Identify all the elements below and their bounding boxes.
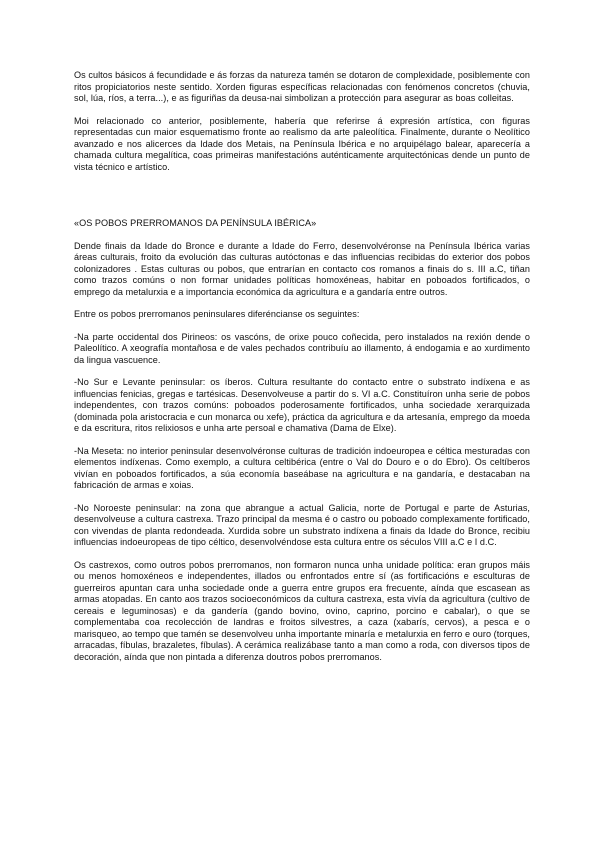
- section-paragraph-castrexos: Os castrexos, como outros pobos prerromanos, non formaron nunca unha unidade política: eran grupos máis ou menos homoxéneos e independentes, illados ou enfrontados entre sí (as fortificacións e esculturas de guerreiros apuntan cara unha sociedade onde a guerra entre grupos era frecuente, aínda que escasean as armas atopadas. En canto aos trazos socioeconómicos da cultura castrexa, esta vivía da agricultura (cultivo de cereais e leguminosas) e da gandería (gando bovino, ovino, caprino, porcino e cabalar), o que se complementaba coa recolección de landras e froitos silvestres, a caza (xabarís, cervos), a pesca e o marisqueo, ao tempo que tamén se desenvolveu unha importante minaría e metalurxia en ferro e ouro (torques, arracadas, fíbulas, brazaletes, fíbulas). A cerámica realizábase tanto a man como a roda, con diversos tipos de decoración, aínda que non pintada a diferenza doutros pobos prerromanos.: [74, 559, 530, 662]
- section-title: «OS POBOS PRERROMANOS DA PENÍNSULA IBÉRICA»: [74, 218, 317, 228]
- section-paragraph-2: Entre os pobos prerromanos peninsulares diferéncianse os seguintes:: [74, 309, 360, 319]
- section-paragraph-noroeste: -No Noroeste peninsular: na zona que abrangue a actual Galicia, norte de Portugal e parte de Asturias, desenvolveuse a cultura castrexa. Trazo principal da mesma é o castro ou poboado complexamente fortificado, con vivendas de planta redondeada. Xurdida sobre un substrato indíxena a finais da Idade do Bronce, recibiu influencias indoeuropeas de tipo céltico, desenvolvéndose esta cultura entre os séculos VIII a.C e I d.C.: [74, 502, 530, 547]
- section-paragraph-iberos: -No Sur e Levante peninsular: os íberos. Cultura resultante do contacto entre o substrato indíxena e as influencias fenicias, gregas e tartésicas. Desenvolveuse a partir do s. VI a.C. Constituíron unha serie de pobos independentes, con trazos comúns: poboados poderosamente fortificados, unha sociedade xerarquizada (dominada pola aristocracia e cun monarca ou xefe), práctica da agricultura e da artesanía, emprego da moeda e da escritura, ritos relixiosos e unha arte persoal e chamativa (Dama de Elxe).: [74, 377, 530, 433]
- section-paragraph-1: Dende finais da Idade do Bronce e durante a Idade do Ferro, desenvolvéronse na Península Ibérica varias áreas culturais, froito da evolución das culturas autóctonas e das influencias recibidas do exterior dos pobos colonizadores . Estas culturas ou pobos, que entrarían en contacto cos romanos a finais do s. III a.C, tiñan como trazos comúns o non formar unidades políticas homoxéneas, habitar en poboados fortificados, o emprego da metalurxia e a importancia económica da agricultura e a gandaría entre outros.: [74, 240, 530, 297]
- intro-paragraph-2: Moi relacionado co anterior, posiblemente, habería que referirse á expresión artística, con figuras representadas cun maior esquematismo fronte ao realismo da arte paleolítica. Finalmente, durante o Neolítico avanzado e nos alicerces da Idade dos Metais, na Península Ibérica e no arquipélago balear, aparecería a chamada cultura megalítica, coas primeiras manifestacións auténticamente arquitectónicas dende un punto de vista técnico e artístico.: [74, 115, 530, 172]
- intro-paragraph-1: Os cultos básicos á fecundidade e ás forzas da natureza tamén se dotaron de complexidade, posiblemente con ritos propiciatorios neste sentido. Xorden figuras específicas relacionadas con fenómenos concretos (chuvia, sol, lúa, ríos, a terra...), e as figuriñas da deusa-nai simbolizan a protección para asegurar as boas colleitas.: [74, 70, 530, 103]
- section-paragraph-meseta: -Na Meseta: no interior peninsular desenvolvéronse culturas de tradición indoeuropea e céltica mesturadas con elementos indíxenas. Como exemplo, a cultura celtibérica (entre o Val do Douro e o do Ebro). Os celtíberos vivían en poboados fortificados, a súa economía baseábase na agricultura e na gandaría, e destacaban na fabricación de armas e xoias.: [74, 445, 530, 490]
- document-page: [74, 70, 530, 663]
- section-paragraph-vascons: -Na parte occidental dos Pirineos: os vascóns, de orixe pouco coñecida, pero instalados na rexión dende o Paleolítico. A xeografía montañosa e de vales pechados contribuíu ao illamento, á endogamia e ao xurdimento da lingua vascuence.: [74, 331, 530, 365]
